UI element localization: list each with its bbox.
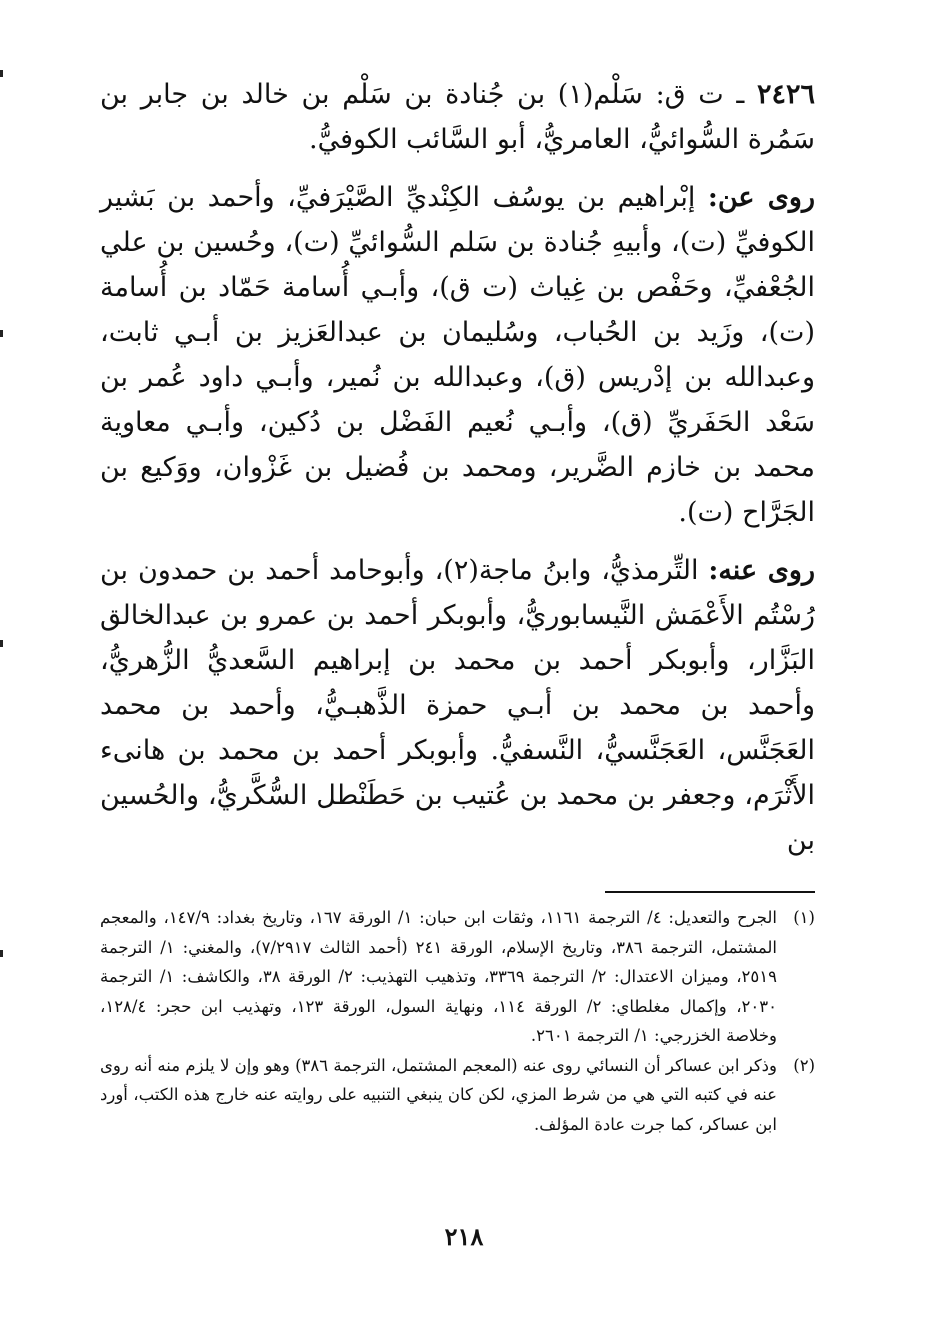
entry-number: ٢٤٢٦ — [756, 79, 815, 110]
footnote-1 — [100, 903, 815, 1051]
main-text — [100, 72, 815, 863]
scan-edge-mark — [0, 70, 3, 77]
footnote-text: وذكر ابن عساكر أن النسائي روى عنه (المعجم المشتمل، الترجمة ٣٨٦) وهو وإن لا يلزم منه أنه روى عنه في كتبه التي هي من شرط المزي، لكن كان ينبغي التنبيه على روايته عنه خارج هذه الكتب، أورد ابن عساكر، كما جرت عادة المؤلف. — [100, 1055, 777, 1134]
footnote-2 — [100, 1051, 815, 1140]
narrated-from-paragraph — [100, 175, 815, 535]
footnote-mark: (١) — [793, 908, 815, 927]
narrated-by-label: روى عنه: — [708, 555, 816, 586]
narrated-from-text: إبْراهيم بن يوسُف الكِنْديِّ الصَّيْرَفيِّ، وأحمد بن بَشير الكوفيِّ (ت)، وأبيهِ جُنادة بن سَلم السُّوائيِّ (ت)، وحُسين بن علي الجُعْفيِّ، وحَفْص بن غِياث (ت ق)، وأبـي أُسامة حَمّاد بن أُسامة (ت)، وزَيد بن الحُباب، وسُليمان بن عبدالعَزيز بن أبـي ثابت، وعبدالله بن إدْريس (ق)، وعبدالله بن نُمير، وأبـي داود عُمر بن سَعْد الحَفَريِّ (ق)، وأبـي نُعيم الفَضْل بن دُكين، وأبـي معاوية محمد بن خازم الضَّرير، ومحمد بن فُضيل بن غَزْوان، ووَكيع بن الجَرَّاح (ت). — [100, 182, 815, 528]
footnote-separator — [605, 891, 815, 893]
page-number: ٢١٨ — [444, 1222, 484, 1251]
scan-edge-mark — [0, 330, 3, 337]
entry-heading — [100, 72, 815, 162]
footnote-mark: (٢) — [793, 1055, 815, 1075]
narrated-by-paragraph — [100, 548, 815, 863]
footnote-text: الجرح والتعديل: ٤/ الترجمة ١١٦١، وثقات ابن حبان: ١/ الورقة ١٦٧، وتاريخ بغداد: ١٤٧/٩، والمعجم المشتمل، الترجمة ٣٨٦، وتاريخ الإسلام، الورقة ٢٤١ (أحمد الثالث ٧/٢٩١٧)، والمغني: ١/ الترجمة ٢٥١٩، وميزان الاعتدال: ٢/ الترجمة ٣٣٦٩، وتذهيب التهذيب: ٢/ الورقة ٣٨، والكاشف: ١/ الترجمة ٢٠٣٠، وإكمال مغلطاي: ٢/ الورقة ١١٤، ونهاية السول، الورقة ١٢٣، وتهذيب ابن حجر: ١٢٨/٤، وخلاصة الخزرجي: ١/ الترجمة ٢٦٠١. — [100, 908, 778, 1045]
footnotes — [100, 903, 815, 1139]
narrated-by-text: التِّرمذيُّ، وابنُ ماجة(٢)، وأبوحامد أحمد بن حمدون بن رُسْتُم الأَعْمَش النَّيسابوريُّ، وأبوبكر أحمد بن عمرو بن عبدالخالق البَزَّار، وأبوبكر أحمد بن محمد بن إبراهيم السَّعديُّ الزُّهريُّ، وأحمد بن محمد بن أبـي حمزة الذَّهبـيُّ، وأحمد بن محمد العَجَنَّس، العَجَنَّسيُّ، النَّسفيُّ. وأبوبكر أحمد بن محمد بن هانىء الأَثْرَم، وجعفر بن محمد بن عُتيب بن حَطَنْطل السُّكَّريُّ، والحُسين بن — [100, 555, 816, 856]
scan-edge-mark — [0, 640, 3, 647]
scan-edge-mark — [0, 950, 3, 957]
page-content — [100, 72, 815, 1139]
entry-heading-text: ـ ت ق: سَلْم(١) بن جُنادة بن سَلْم بن خالد بن جابر بن سَمُرة السُّوائيُّ، العامريُّ، أبو السَّائب الكوفيُّ. — [100, 79, 815, 155]
narrated-from-label: روى عن: — [707, 182, 815, 213]
